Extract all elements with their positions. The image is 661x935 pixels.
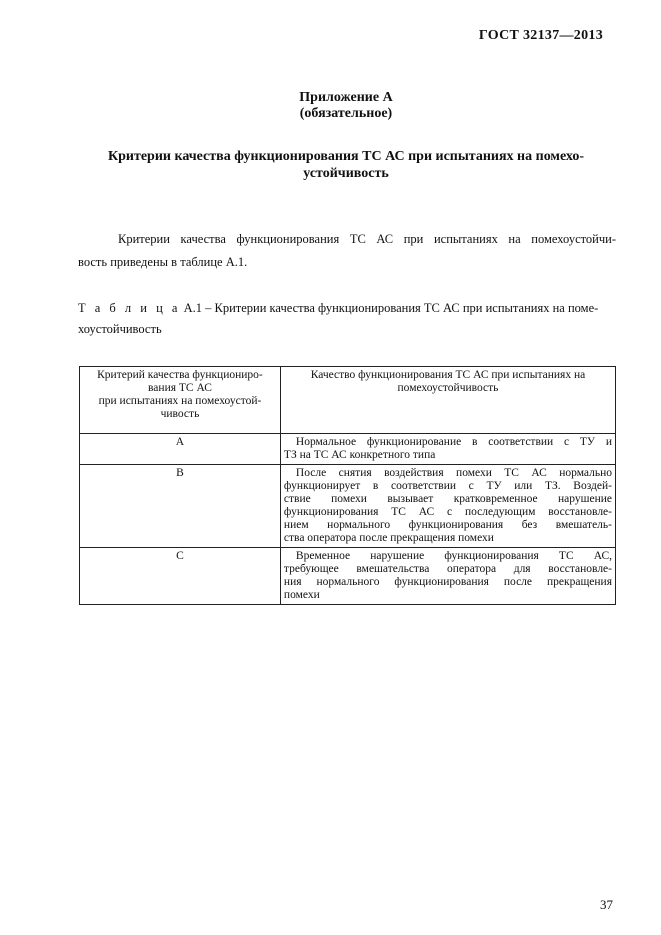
criteria-table <box>79 366 616 605</box>
cell-line: функционирует в соответствии с ТУ или ТЗ. Воздей- <box>283 480 612 492</box>
page-number: 37 <box>600 897 613 912</box>
header-quality <box>280 367 615 434</box>
table-row <box>80 548 616 605</box>
cell-line: функционирования ТС АС с последующим восстановле- <box>283 506 612 518</box>
cell-line: После снятия воздействия помехи ТС АС нормально <box>295 467 612 479</box>
standard-number: ГОСТ 32137—2013 <box>478 28 603 43</box>
cell-line: нием нормального функционирования без вмешатель- <box>283 519 612 531</box>
annex-status: (обязательное) <box>299 106 393 121</box>
header-criterion <box>80 367 281 434</box>
cell-line: ния нормального функционирования после прекращения <box>283 576 612 588</box>
criterion-cell: В <box>80 465 281 548</box>
criterion-cell: А <box>80 434 281 465</box>
table-caption-label: Т а б л и ц а <box>78 301 181 315</box>
cell-line: помехи <box>283 589 320 601</box>
table-row <box>80 465 616 548</box>
criterion-cell: С <box>80 548 281 605</box>
cell-line: ТЗ на ТС АС конкретного типа <box>283 449 436 461</box>
quality-cell <box>280 465 615 548</box>
paragraph-line: Критерии качества функционирования ТС АС при испытаниях на помехоустойчи- <box>118 232 616 246</box>
table-header-row <box>80 367 616 434</box>
quality-cell <box>280 434 615 465</box>
cell-line: требующее вмешательства оператора для восстановле- <box>283 563 612 575</box>
header-line: при испытаниях на помехоустой- <box>98 395 262 407</box>
header-line: чивость <box>160 408 200 420</box>
section-title-line: Критерии качества функционирования ТС АС при испытаниях на помехо- <box>107 149 585 164</box>
table-row <box>80 434 616 465</box>
header-line: Качество функционирования ТС АС при испытаниях на <box>310 369 586 381</box>
header-line: Критерий качества функциониро- <box>97 369 263 381</box>
cell-line: ствие помехи вызывает кратковременное нарушение <box>283 493 612 505</box>
table-caption <box>78 301 616 315</box>
section-title-line: устойчивость <box>303 166 389 181</box>
section-title <box>60 148 632 182</box>
header-line: помехоустойчивость <box>397 382 499 394</box>
annex-title: Приложение А <box>299 90 393 105</box>
table-caption-continued: хоустойчивость <box>78 322 162 336</box>
table-caption-text: А.1 – Критерии качества функционирования ТС АС при испытаниях на поме- <box>180 301 599 315</box>
cell-line: Временное нарушение функционирования ТС АС, <box>295 550 612 562</box>
header-line: вания ТС АС <box>148 382 212 394</box>
quality-cell <box>280 548 615 605</box>
cell-line: ства оператора после прекращения помехи <box>283 532 494 544</box>
paragraph-line: вость приведены в таблице А.1. <box>78 255 248 269</box>
cell-line: Нормальное функционирование в соответствии с ТУ и <box>295 436 612 448</box>
